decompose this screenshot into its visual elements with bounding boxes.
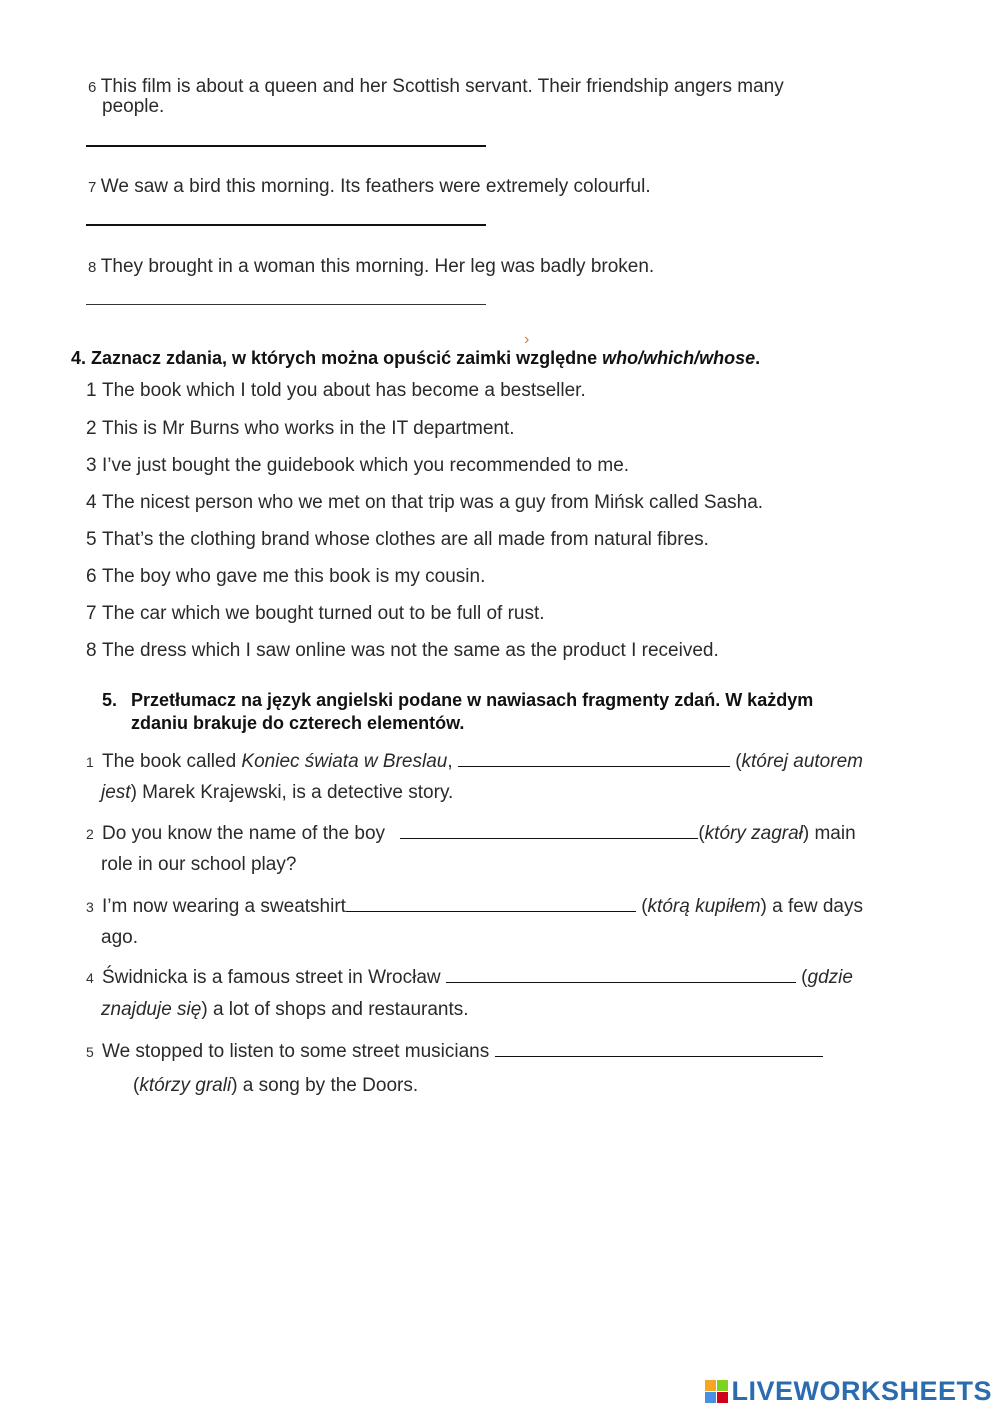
- item-number: 2: [86, 826, 94, 842]
- answer-line[interactable]: [86, 224, 486, 226]
- item-number: 3: [86, 899, 94, 915]
- exercise-5-heading-line2: zdaniu brakuje do czterech elementów.: [131, 713, 465, 733]
- exercise-5-heading-line1: Przetłumacz na język angielski podane w nawiasach fragmenty zdań. W każdym: [131, 690, 814, 710]
- logo-text: LIVEWORKSHEETS: [731, 1376, 992, 1406]
- list-item[interactable]: 7 The car which we bought turned out to be full of rust.: [86, 603, 545, 624]
- logo-mark-icon: [705, 1380, 728, 1403]
- list-item[interactable]: 3 I’ve just bought the guidebook which you recommended to me.: [86, 455, 630, 476]
- list-item[interactable]: 8 The dress which I saw online was not the same as the product I received.: [86, 640, 719, 661]
- exercise-4-heading: 4. Zaznacz zdania, w których można opuścić zaimki względne who/which/whose.: [71, 348, 761, 368]
- answer-blank[interactable]: [400, 819, 698, 839]
- item-number: 4: [86, 970, 94, 986]
- answer-blank[interactable]: [346, 892, 636, 912]
- cursor-chevron-icon: ›: [524, 331, 530, 348]
- answer-line[interactable]: [86, 304, 486, 305]
- exercise-5-number: 5.: [102, 690, 118, 710]
- item-text: This film is about a queen and her Scottish servant. Their friendship angers many: [100, 76, 784, 97]
- list-item[interactable]: 5 That’s the clothing brand whose clothes are all made from natural fibres.: [86, 529, 709, 550]
- list-item[interactable]: 1 The book which I told you about has become a bestseller.: [86, 380, 586, 401]
- list-item[interactable]: 2 This is Mr Burns who works in the IT department.: [86, 418, 515, 439]
- item-number: 7: [88, 179, 97, 196]
- item-text: We saw a bird this morning. Its feathers were extremely colourful.: [100, 176, 651, 197]
- answer-blank[interactable]: [458, 747, 730, 767]
- answer-blank[interactable]: [446, 963, 796, 983]
- liveworksheets-logo: [705, 1376, 992, 1407]
- item-number: 5: [86, 1044, 94, 1060]
- answer-line[interactable]: [86, 145, 486, 147]
- item-number: 1: [86, 754, 94, 770]
- list-item[interactable]: 4 The nicest person who we met on that trip was a guy from Mińsk called Sasha.: [86, 492, 764, 513]
- item-text-continued: people.: [102, 96, 165, 117]
- list-item[interactable]: 6 The boy who gave me this book is my cousin.: [86, 566, 486, 587]
- item-text: They brought in a woman this morning. Her leg was badly broken.: [100, 256, 655, 277]
- item-number: 6: [88, 79, 97, 96]
- answer-blank[interactable]: [495, 1037, 823, 1057]
- item-number: 8: [88, 259, 97, 276]
